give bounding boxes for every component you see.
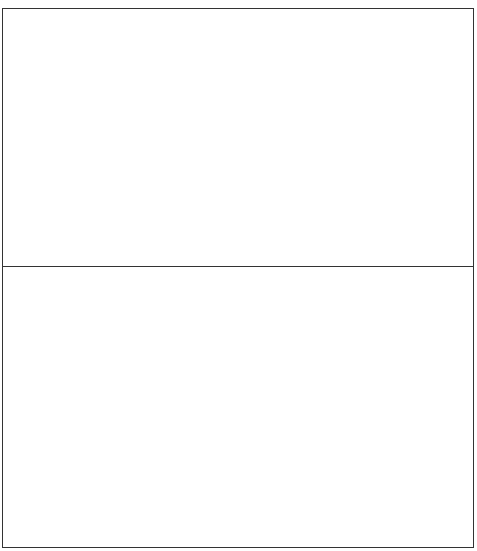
table-divider	[2, 266, 473, 267]
forecast-frame	[2, 8, 474, 548]
